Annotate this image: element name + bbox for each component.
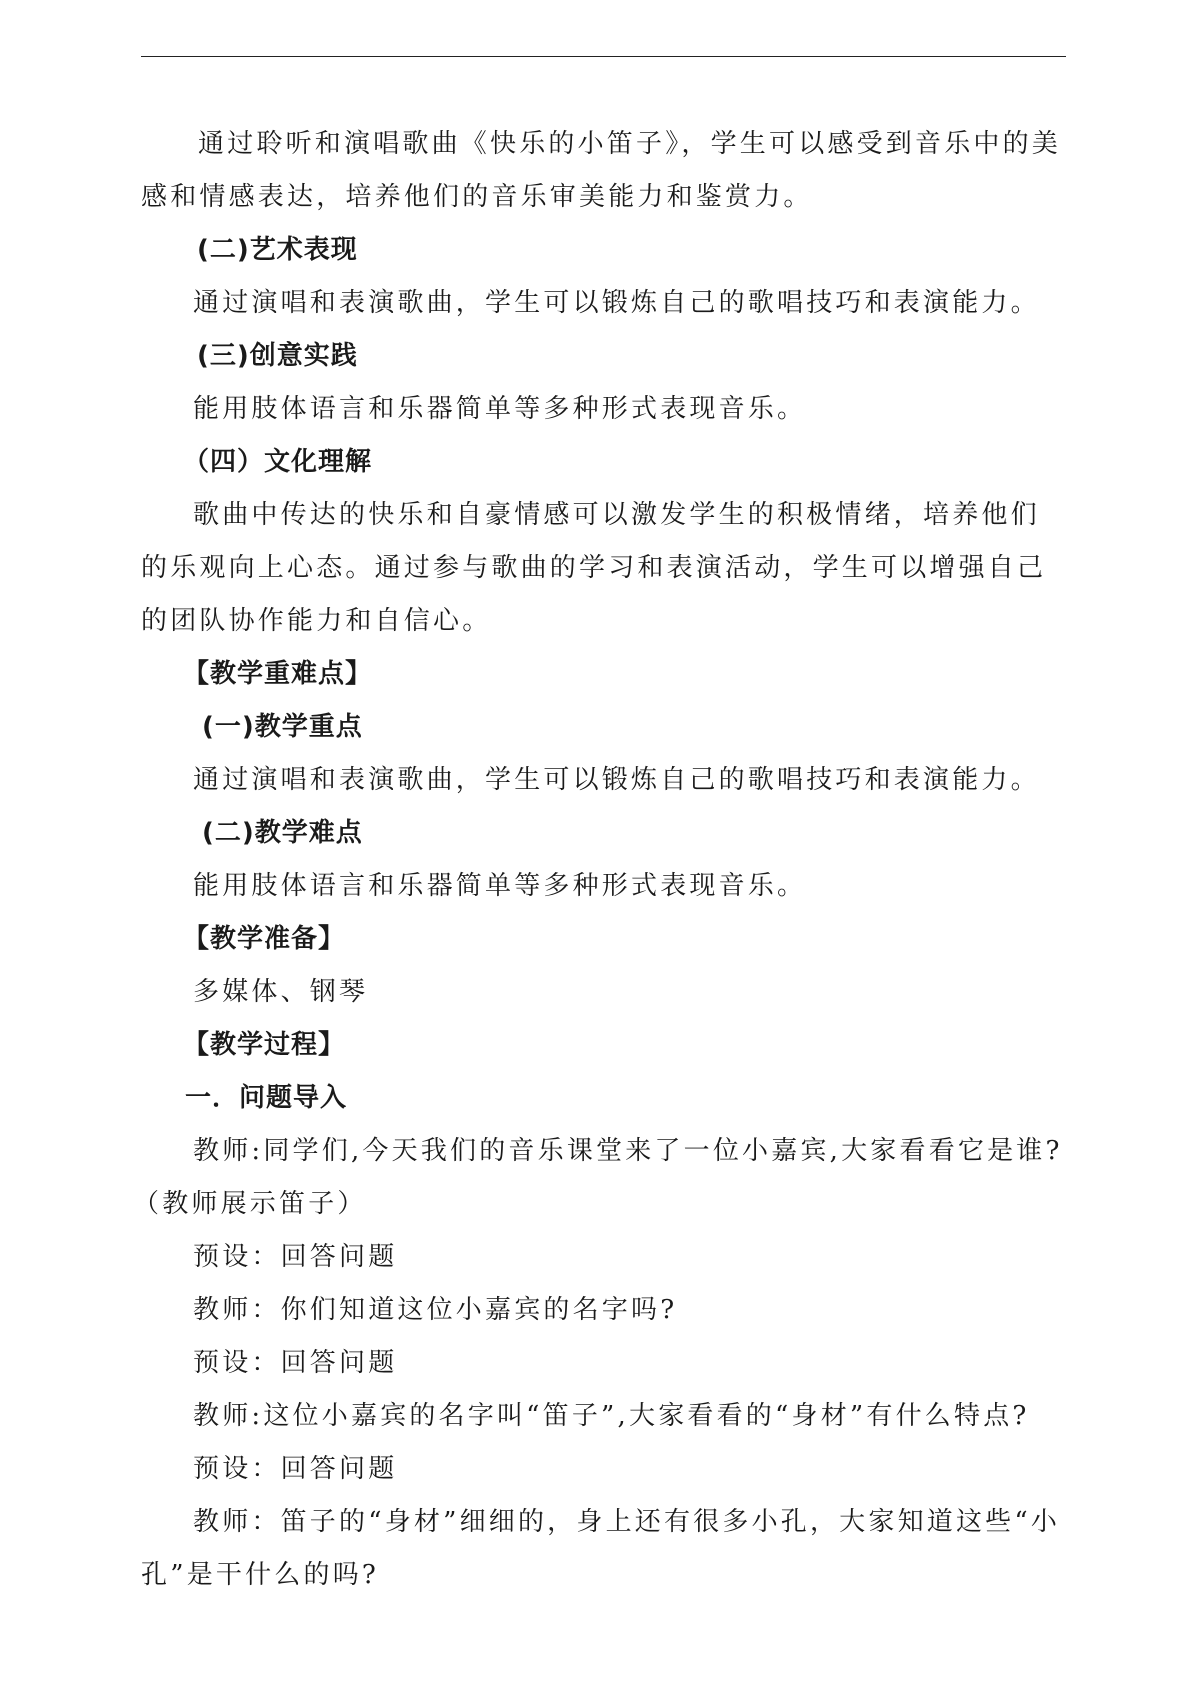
paragraph-teacher-1: 教师:同学们,今天我们的音乐课堂来了一位小嘉宾,大家看看它是谁? (193, 1136, 1063, 1166)
paragraph-preset-2: 预设：回答问题 (193, 1348, 398, 1378)
paragraph-preset-3: 预设：回答问题 (193, 1454, 398, 1484)
paragraph-preset-1: 预设：回答问题 (193, 1242, 398, 1272)
heading-teaching-process: 【教学过程】 (183, 1030, 346, 1060)
paragraph-teaching-focus: 通过演唱和表演歌曲，学生可以锻炼自己的歌唱技巧和表演能力。 (193, 765, 1040, 795)
heading-teaching-difficulty: (二)教学难点 (202, 818, 363, 848)
paragraph-teaching-difficulty: 能用肢体语言和乐器简单等多种形式表现音乐。 (193, 871, 807, 901)
heading-cultural-understanding: （四）文化理解 (183, 447, 373, 477)
heading-key-difficult-points: 【教学重难点】 (183, 659, 373, 689)
paragraph-teacher-2: 教师：你们知道这位小嘉宾的名字吗? (193, 1295, 678, 1325)
heading-teaching-preparation: 【教学准备】 (183, 924, 346, 954)
paragraph-aesthetic: 通过聆听和演唱歌曲《快乐的小笛子》，学生可以感受到音乐中的美感和情感表达，培养他们的音乐审美能力和鉴赏力。 (141, 129, 1062, 212)
paragraph-teacher-shows-flute: （教师展示笛子） (133, 1189, 367, 1219)
heading-creative-practice: (三)创意实践 (197, 341, 358, 371)
header-rule (141, 56, 1066, 57)
document-body (133, 118, 1066, 1602)
paragraph-teaching-preparation: 多媒体、钢琴 (193, 977, 369, 1007)
paragraph-teacher-3: 教师:这位小嘉宾的名字叫“笛子”,大家看看的“身材”有什么特点? (193, 1401, 1030, 1431)
heading-art-expression: (二)艺术表现 (197, 235, 358, 265)
paragraph-art-expression: 通过演唱和表演歌曲，学生可以锻炼自己的歌唱技巧和表演能力。 (193, 288, 1040, 318)
paragraph-creative-practice: 能用肢体语言和乐器简单等多种形式表现音乐。 (193, 394, 807, 424)
heading-teaching-focus: (一)教学重点 (202, 712, 363, 742)
paragraph-cultural-understanding: 歌曲中传达的快乐和自豪情感可以激发学生的积极情绪，培养他们的乐观向上心态。通过参与歌曲的学习和表演活动，学生可以增强自己的团队协作能力和自信心。 (141, 500, 1047, 636)
heading-question-intro: 一．问题导入 (185, 1083, 348, 1113)
paragraph-teacher-4: 教师：笛子的“身材”细细的，身上还有很多小孔，大家知道这些“小孔”是干什么的吗? (141, 1507, 1061, 1590)
